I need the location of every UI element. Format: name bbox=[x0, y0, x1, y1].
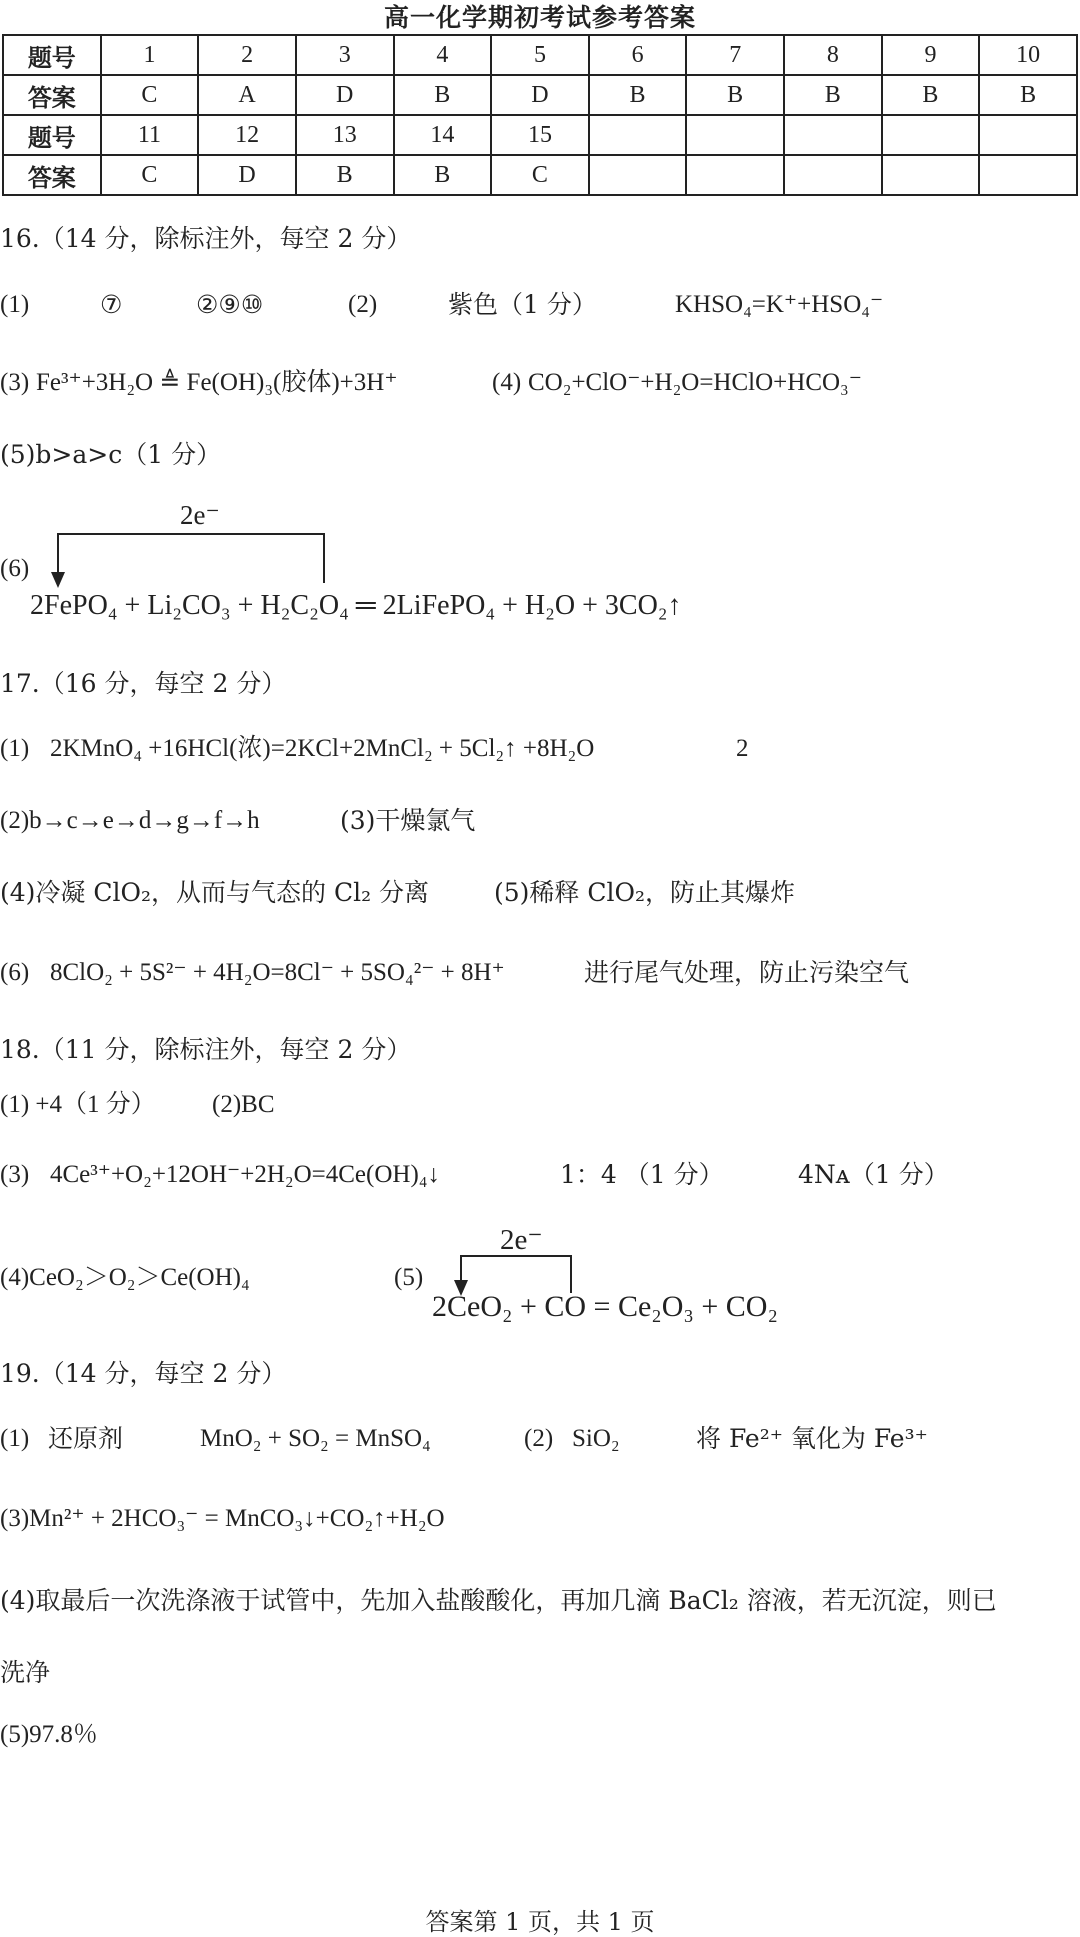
table-cell bbox=[979, 155, 1077, 195]
table-cell: D bbox=[198, 155, 296, 195]
q16-part4-label: (4) bbox=[492, 369, 522, 396]
q19-answer1: 还原剂 bbox=[48, 1424, 124, 1453]
table-cell bbox=[784, 155, 882, 195]
answer-table bbox=[2, 34, 1078, 196]
q18-equation2: 2CeO₂ + CO = Ce₂O₃ + CO₂ bbox=[432, 1290, 778, 1323]
q17-part5: (5)稀释 ClO₂，防止其爆炸 bbox=[494, 878, 796, 907]
q19-part4: (4)取最后一次洗涤液于试管中，先加入盐酸酸化，再加几滴 BaCl₂ 溶液，若无沉淀，则已 bbox=[0, 1586, 997, 1615]
table-cell: B bbox=[784, 75, 882, 115]
q19-part3: (3)Mn²⁺ + 2HCO₃⁻ = MnCO₃↓+CO₂↑+H₂O bbox=[0, 1505, 445, 1532]
q17-part3: (3)干燥氯气 bbox=[340, 806, 476, 835]
q16-equation1: KHSO₄=K⁺+HSO₄⁻ bbox=[675, 291, 884, 318]
table-cell: 14 bbox=[394, 115, 492, 155]
table-cell: 8 bbox=[784, 35, 882, 75]
row-header-cell: 答案 bbox=[3, 75, 101, 115]
table-cell: C bbox=[491, 155, 589, 195]
q17-part1-label: (1) bbox=[0, 735, 30, 762]
table-cell: A bbox=[198, 75, 296, 115]
table-cell bbox=[979, 115, 1077, 155]
q19-answer3: 将 Fe²⁺ 氧化为 Fe³⁺ bbox=[696, 1424, 928, 1453]
q16-arrowhead-icon bbox=[51, 572, 65, 588]
table-cell: B bbox=[882, 75, 980, 115]
table-cell bbox=[784, 115, 882, 155]
table-cell: D bbox=[491, 75, 589, 115]
table-cell: D bbox=[296, 75, 394, 115]
table-cell: 11 bbox=[101, 115, 199, 155]
q16-part3-label: (3) bbox=[0, 369, 30, 396]
table-cell: B bbox=[979, 75, 1077, 115]
q16-part6-label: (6) bbox=[0, 555, 30, 582]
page-title: 高一化学期初考试参考答案 bbox=[383, 3, 696, 32]
q16-answer2: ②⑨⑩ bbox=[196, 290, 264, 319]
table-cell: 9 bbox=[882, 35, 980, 75]
table-cell: C bbox=[101, 155, 199, 195]
table-row bbox=[3, 75, 1077, 115]
q18-ratio: 1：4 （1 分） bbox=[560, 1160, 724, 1189]
table-cell bbox=[686, 155, 784, 195]
table-cell bbox=[882, 155, 980, 195]
table-row bbox=[3, 155, 1077, 195]
q18-part5-label: (5) bbox=[394, 1264, 424, 1291]
q18-part4: (4)CeO₂＞O₂＞Ce(OH)₄ bbox=[0, 1264, 250, 1291]
q16-part1-label: (1) bbox=[0, 291, 30, 318]
q16-equation2: Fe³⁺+3H₂O ≜ Fe(OH)₃(胶体)+3H⁺ bbox=[36, 369, 398, 396]
q17-part6-label: (6) bbox=[0, 959, 30, 986]
q18-part3-label: (3) bbox=[0, 1161, 30, 1188]
q18-part2: (2)BC bbox=[212, 1091, 275, 1118]
q17-equation1: 2KMnO₄ +16HCl(浓)=2KCl+2MnCl₂ + 5Cl₂↑ +8H₂O bbox=[50, 735, 595, 762]
q16-equation4: 2FePO₄ + Li₂CO₃ + H₂C₂O₄ ═ 2LiFePO₄ + H₂O + 3CO₂↑ bbox=[30, 590, 682, 621]
table-cell bbox=[589, 155, 687, 195]
q17-answer1b: 2 bbox=[736, 735, 749, 762]
q17-part6-answer: 进行尾气处理，防止污染空气 bbox=[584, 958, 910, 987]
table-cell: C bbox=[101, 75, 199, 115]
q18-electrons: 4Nᴀ（1 分） bbox=[798, 1160, 949, 1189]
table-cell bbox=[882, 115, 980, 155]
q16-electron-transfer-label: 2e⁻ bbox=[180, 500, 220, 530]
table-cell: 4 bbox=[394, 35, 492, 75]
q16-answer3: 紫色（1 分） bbox=[448, 290, 597, 319]
table-cell: 15 bbox=[491, 115, 589, 155]
table-cell: 10 bbox=[979, 35, 1077, 75]
table-row bbox=[3, 115, 1077, 155]
q19-equation1: MnO₂ + SO₂ = MnSO₄ bbox=[200, 1425, 431, 1452]
q19-part2-label: (2) bbox=[524, 1425, 554, 1452]
table-cell: 12 bbox=[198, 115, 296, 155]
q19-answer2: SiO₂ bbox=[572, 1425, 620, 1452]
table-row bbox=[3, 35, 1077, 75]
q17-part2: (2)b→c→e→d→g→f→h bbox=[0, 807, 260, 834]
q18-part1: (1) +4（1 分） bbox=[0, 1091, 156, 1118]
table-cell bbox=[686, 115, 784, 155]
q16-part2-label: (2) bbox=[348, 291, 378, 318]
table-cell bbox=[589, 115, 687, 155]
q18-electron-transfer-bracket bbox=[460, 1255, 572, 1293]
row-header-cell: 题号 bbox=[3, 35, 101, 75]
q19-part1-label: (1) bbox=[0, 1425, 30, 1452]
q16-answer1: ⑦ bbox=[100, 290, 123, 319]
q18-header: 18.（11 分，除标注外，每空 2 分） bbox=[0, 1035, 412, 1064]
table-cell: 7 bbox=[686, 35, 784, 75]
row-header-cell: 题号 bbox=[3, 115, 101, 155]
table-cell: B bbox=[589, 75, 687, 115]
table-cell: B bbox=[394, 75, 492, 115]
table-cell: B bbox=[686, 75, 784, 115]
table-cell: 1 bbox=[101, 35, 199, 75]
q17-equation2: 8ClO₂ + 5S²⁻ + 4H₂O=8Cl⁻ + 5SO₄²⁻ + 8H⁺ bbox=[50, 959, 505, 986]
table-cell: 5 bbox=[491, 35, 589, 75]
table-cell: B bbox=[296, 155, 394, 195]
table-cell: 13 bbox=[296, 115, 394, 155]
q19-part5: (5)97.8％ bbox=[0, 1721, 98, 1748]
table-cell: 2 bbox=[198, 35, 296, 75]
q17-part4: (4)冷凝 ClO₂，从而与气态的 Cl₂ 分离 bbox=[0, 878, 430, 907]
table-cell: 6 bbox=[589, 35, 687, 75]
row-header-cell: 答案 bbox=[3, 155, 101, 195]
q18-electron-transfer-label: 2e⁻ bbox=[500, 1224, 543, 1256]
q16-part5: (5)b>a>c（1 分） bbox=[0, 440, 222, 469]
q18-equation1: 4Ce³⁺+O₂+12OH⁻+2H₂O=4Ce(OH)₄↓ bbox=[50, 1161, 441, 1188]
q16-equation3: CO₂+ClO⁻+H₂O=HClO+HCO₃⁻ bbox=[528, 369, 862, 396]
table-cell: B bbox=[394, 155, 492, 195]
q19-part4-cont: 洗净 bbox=[0, 1658, 51, 1687]
q16-header: 16.（14 分，除标注外，每空 2 分） bbox=[0, 224, 412, 253]
table-cell: 3 bbox=[296, 35, 394, 75]
q19-header: 19.（14 分，每空 2 分） bbox=[0, 1359, 287, 1388]
page-footer: 答案第 1 页，共 1 页 bbox=[425, 1908, 655, 1936]
q17-header: 17.（16 分，每空 2 分） bbox=[0, 669, 287, 698]
q16-electron-transfer-bracket bbox=[57, 533, 325, 583]
